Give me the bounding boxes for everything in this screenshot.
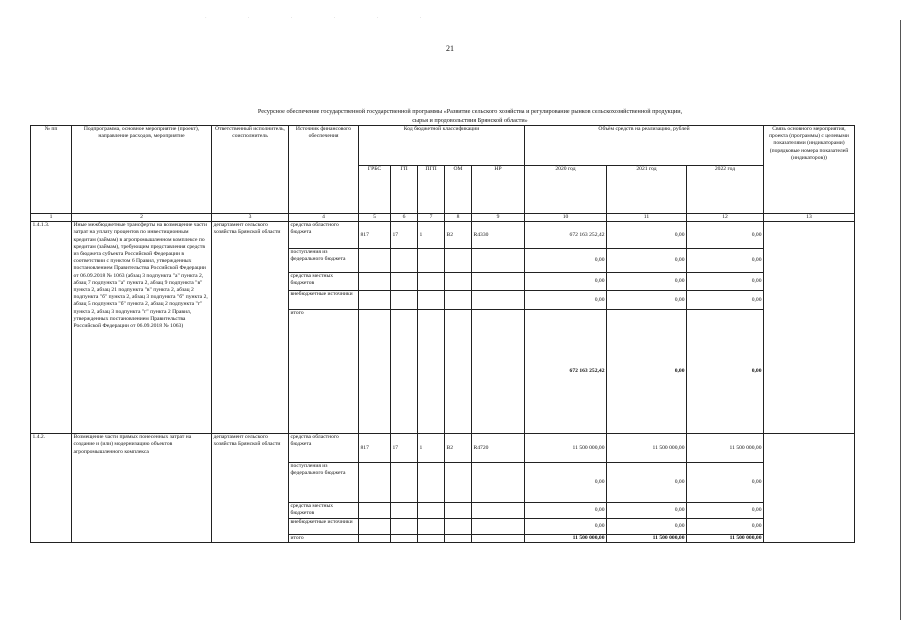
pgp-cell <box>418 535 445 543</box>
pgp-cell <box>418 519 445 535</box>
om-cell: В2 <box>445 434 472 463</box>
np-cell: R4330 <box>472 222 525 249</box>
om-cell <box>445 503 472 519</box>
np-cell <box>472 273 525 291</box>
gp-cell <box>391 291 418 310</box>
np-cell <box>472 310 525 434</box>
gp-cell <box>391 249 418 273</box>
om-cell <box>445 519 472 535</box>
header-row-1 <box>31 126 855 166</box>
resource-table <box>30 125 855 543</box>
source-cell: итого <box>289 310 359 434</box>
col-number: 5 <box>359 214 391 222</box>
amount-2022: 0,00 <box>687 503 764 519</box>
col-number: 10 <box>525 214 607 222</box>
header-2020: 2020 год <box>525 166 607 214</box>
col-number: 9 <box>472 214 525 222</box>
amount-2020: 672 163 252,42 <box>525 222 607 249</box>
gp-cell <box>391 310 418 434</box>
header-budget-code: Код бюджетной классификации <box>359 126 525 166</box>
gp-cell <box>391 273 418 291</box>
item-name: Иные межбюджетные трансферты на возмещение части затрат на уплату процентов по инвестиционным кредитам (займам) в агропромышленном комплексе по кредитам (займам), требующим представления средств из бюджета субъекта Российской Федерации в соответствии с пунктом 6 Правил, утвержденных постановлением Правительства Российской Федерации от 06.09.2018 № 1063 (абзац 3 подпункта "а" пункта 2, абзац 7 подпункта "а" пункта 2, абзац 9 подпункта "в" пункта 2, абзац 21 подпункта "в" пункта 2, абзац 2 подпункта "б" пункта 2, абзац 3 подпункта "б" пункта 2, абзац 5 подпункта "б" пункта 2, абзац 2 подпункта "г" пункта 2, абзац 3 подпункта "г" пункта 2 Правил, утвержденных постановлением Правительства Российской Федерации от 06.09.2018 № 1063) <box>72 222 212 434</box>
amount-2022: 0,00 <box>687 273 764 291</box>
np-cell <box>472 519 525 535</box>
grbs-cell <box>359 519 391 535</box>
gp-cell <box>391 463 418 503</box>
col-number: 3 <box>212 214 289 222</box>
source-cell: средства местных бюджетов <box>289 503 359 519</box>
col-number: 1 <box>31 214 72 222</box>
col-number: 13 <box>764 214 855 222</box>
pgp-cell: 1 <box>418 434 445 463</box>
header-2021: 2021 год <box>607 166 687 214</box>
np-cell <box>472 535 525 543</box>
col-number: 12 <box>687 214 764 222</box>
amount-2021: 0,00 <box>607 463 687 503</box>
source-cell: внебюджетные источники <box>289 291 359 310</box>
pgp-cell <box>418 310 445 434</box>
amount-2022: 0,00 <box>687 519 764 535</box>
np-cell <box>472 503 525 519</box>
header-2022: 2022 год <box>687 166 764 214</box>
amount-2021: 0,00 <box>607 222 687 249</box>
header-grbs: ГРБС <box>359 166 391 214</box>
grbs-cell <box>359 291 391 310</box>
om-cell <box>445 249 472 273</box>
title-line-1: Ресурсное обеспечение государственной государственной программы «Развитие сельского хозяйства и регулирование рынков сельскохозяйственной продукции, <box>257 108 683 115</box>
item-name: Возмещение части прямых понесенных затрат на создание и (или) модернизацию объектов агропромышленного комплекса <box>72 434 212 543</box>
item-number: 1.4.2. <box>31 434 72 543</box>
om-cell <box>445 535 472 543</box>
amount-2020: 0,00 <box>525 503 607 519</box>
amount-2020: 0,00 <box>525 291 607 310</box>
gp-cell: 17 <box>391 434 418 463</box>
scan-specks: · · · · · · <box>205 16 442 21</box>
source-cell: итого <box>289 535 359 543</box>
pgp-cell: 1 <box>418 222 445 249</box>
amount-2022: 0,00 <box>687 463 764 503</box>
source-cell: поступления из федерального бюджета <box>289 463 359 503</box>
source-cell: средства местных бюджетов <box>289 273 359 291</box>
amount-2022: 0,00 <box>687 291 764 310</box>
indicator-link-cell <box>764 222 855 434</box>
pgp-cell <box>418 249 445 273</box>
item-responsible: департамент сельского хозяйства Брянской области <box>212 222 289 434</box>
document-title <box>120 107 820 125</box>
gp-cell <box>391 503 418 519</box>
col-number: 8 <box>445 214 472 222</box>
total-2022: 11 500 000,00 <box>687 535 764 543</box>
om-cell <box>445 310 472 434</box>
item-number: 1.4.1.3. <box>31 222 72 434</box>
amount-2020: 0,00 <box>525 249 607 273</box>
amount-2021: 11 500 000,00 <box>607 434 687 463</box>
om-cell <box>445 291 472 310</box>
grbs-cell <box>359 463 391 503</box>
col-number: 2 <box>72 214 212 222</box>
amount-2021: 0,00 <box>607 503 687 519</box>
amount-2021: 0,00 <box>607 273 687 291</box>
pgp-cell <box>418 291 445 310</box>
header-om: ОМ <box>445 166 472 214</box>
total-2020: 672 163 252,42 <box>525 310 607 434</box>
source-cell: средства областного бюджета <box>289 434 359 463</box>
np-cell <box>472 249 525 273</box>
col-number: 7 <box>418 214 445 222</box>
total-2020: 11 500 000,00 <box>525 535 607 543</box>
header-subprogram: Подпрограмма, основное мероприятие (проект), направление расходов, мероприятие <box>72 126 212 214</box>
amount-2020: 11 500 000,00 <box>525 434 607 463</box>
header-link: Связь основного мероприятия, проекта (программы) с целевыми показателями (индикаторами) (порядковые номера показателей (индикаторов)) <box>764 126 855 214</box>
table-row <box>31 222 855 249</box>
item-responsible: департамент сельского хозяйства Брянской области <box>212 434 289 543</box>
col-number: 11 <box>607 214 687 222</box>
header-pgp: ПГП <box>418 166 445 214</box>
header-responsible: Ответственный исполнитель, соисполнитель <box>212 126 289 214</box>
source-cell: средства областного бюджета <box>289 222 359 249</box>
table-row <box>31 434 855 463</box>
np-cell <box>472 463 525 503</box>
amount-2021: 0,00 <box>607 249 687 273</box>
grbs-cell: 817 <box>359 222 391 249</box>
om-cell <box>445 273 472 291</box>
header-num: № пп <box>31 126 72 214</box>
grbs-cell <box>359 273 391 291</box>
title-line-2: сырья и продовольствия Брянской области» <box>412 117 528 124</box>
header-gp: ГП <box>391 166 418 214</box>
grbs-cell: 817 <box>359 434 391 463</box>
om-cell <box>445 463 472 503</box>
grbs-cell <box>359 535 391 543</box>
amount-2020: 0,00 <box>525 463 607 503</box>
page-number: 21 <box>446 44 454 53</box>
total-2021: 0,00 <box>607 310 687 434</box>
source-cell: внебюджетные источники <box>289 519 359 535</box>
amount-2020: 0,00 <box>525 519 607 535</box>
col-number: 6 <box>391 214 418 222</box>
amount-2021: 0,00 <box>607 519 687 535</box>
gp-cell <box>391 535 418 543</box>
header-source: Источник финансового обеспечения <box>289 126 359 214</box>
column-number-row <box>31 214 855 222</box>
header-np: НР <box>472 166 525 214</box>
pgp-cell <box>418 503 445 519</box>
pgp-cell <box>418 463 445 503</box>
grbs-cell <box>359 503 391 519</box>
amount-2022: 0,00 <box>687 249 764 273</box>
grbs-cell <box>359 310 391 434</box>
indicator-link-cell <box>764 434 855 543</box>
gp-cell: 17 <box>391 222 418 249</box>
gp-cell <box>391 519 418 535</box>
amount-2022: 11 500 000,00 <box>687 434 764 463</box>
total-2022: 0,00 <box>687 310 764 434</box>
total-2021: 11 500 000,00 <box>607 535 687 543</box>
amount-2021: 0,00 <box>607 291 687 310</box>
col-number: 4 <box>289 214 359 222</box>
source-cell: поступления из федерального бюджета <box>289 249 359 273</box>
om-cell: В2 <box>445 222 472 249</box>
page-edge-line <box>900 20 901 620</box>
header-volume: Объём средств на реализацию, рублей <box>525 126 764 166</box>
amount-2022: 0,00 <box>687 222 764 249</box>
amount-2020: 0,00 <box>525 273 607 291</box>
grbs-cell <box>359 249 391 273</box>
np-cell: R4720 <box>472 434 525 463</box>
pgp-cell <box>418 273 445 291</box>
np-cell <box>472 291 525 310</box>
